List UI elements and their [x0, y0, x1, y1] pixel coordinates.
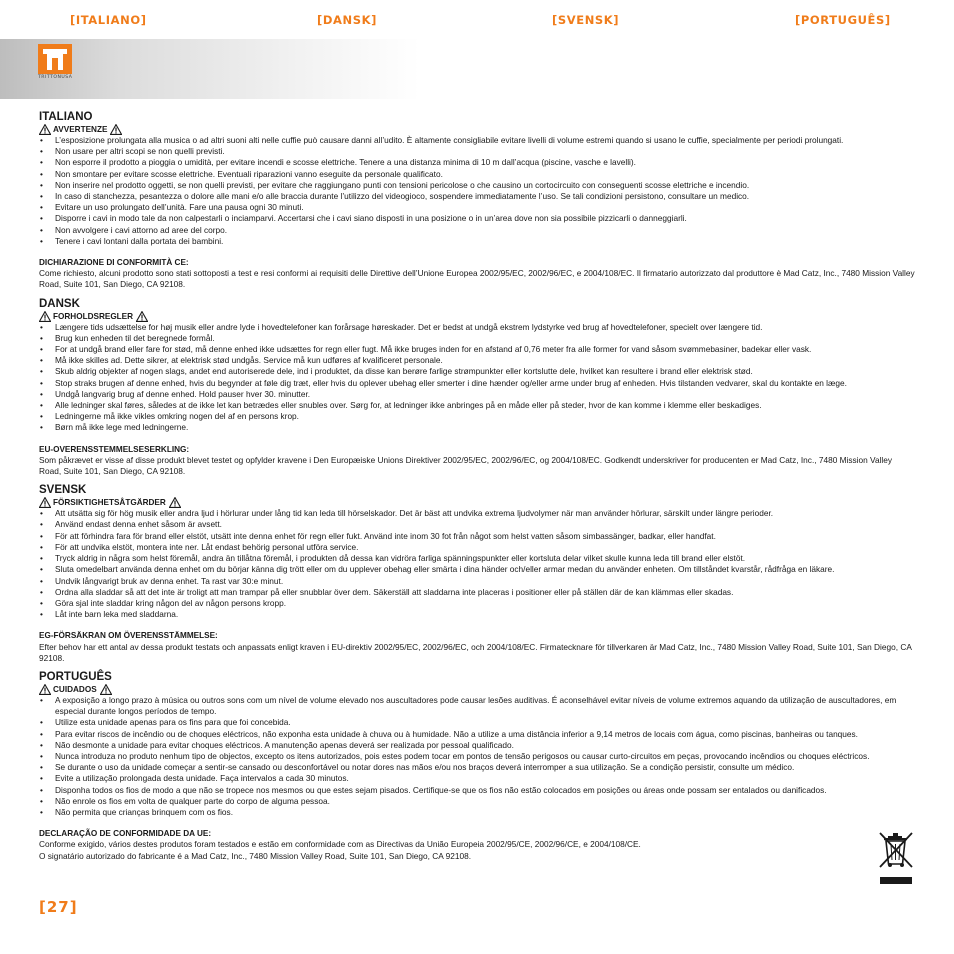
- warning-list: [39, 322, 915, 434]
- list-item: • Non avvolgere i cavi attorno ad aree del corpo.: [39, 225, 915, 236]
- list-item: • Se durante o uso da unidade começar a sentir-se cansado ou desconfortável ou notar dores nas mãos e/ou nos braços deverá interromper a sua utilização. Se a condição persistir, consulte um médico.: [39, 762, 915, 773]
- list-item: • Disponha todos os fios de modo a que não se tropece nos mesmos ou que estes sejam pisados. Certifique-se que os fios não estão colocados em posições ou áreas onde possam ser entalados ou danificados.: [39, 785, 915, 796]
- declaration-title: EU-OVERENSSTEMMELSESERKLING:: [39, 444, 190, 454]
- warning-list: [39, 695, 915, 818]
- warning-heading: [39, 311, 915, 322]
- list-item: • Undgå langvarig brug af denne enhed. Hold pauser hver 30. minutter.: [39, 389, 915, 400]
- warning-triangle-icon: [39, 497, 51, 508]
- warning-triangle-icon: [39, 684, 51, 695]
- warning-heading: [39, 497, 915, 508]
- list-item: • Stop straks brugen af denne enhed, hvis du begynder at føle dig træt, eller hvis du oplever ubehag eller smerter i dine hænder og/eller arme under brug af enheden. Hvis tilstanden vedvarer, skal du kontakte en læge.: [39, 378, 915, 389]
- list-item: • Tryck aldrig in några som helst föremål, andra än tillåtna föremål, i produkten då dessa kan vidröra farliga spänningspunkter eller kortsluta delar vilket skulle kunna leda till brand eller elstöt.: [39, 553, 915, 564]
- list-item: • Børn må ikke lege med ledningerne.: [39, 422, 915, 433]
- list-item: • L’esposizione prolungata alla musica o ad altri suoni alti nelle cuffie può causare danni all’udito. È altamente consigliabile evitare livelli di volume estremi quando si usano le cuffie, specialmente per periodi prolungati.: [39, 135, 915, 146]
- section-dansk: [39, 298, 915, 478]
- section-title: ITALIANO: [39, 111, 93, 123]
- list-item: • Evite a utilização prolongada desta unidade. Faça intervalos a cada 30 minutos.: [39, 773, 915, 784]
- list-item: • Para evitar riscos de incêndio ou de choques eléctricos, não exponha esta unidade à chuva ou à humidade. Não a utilize a uma distância inferior a 9,14 metros de locais com água, como piscinas, banheiras ou tanques.: [39, 729, 915, 740]
- section-svensk: [39, 484, 915, 664]
- declaration-text: Conforme exigido, vários destes produtos foram testados e estão em conformidade com as Directivas da União Europeia 2002/95/CE, 2002/96/CE, e 2004/108/CE. O signatário autorizado do fabricante é a Mad Catz, Inc., 7480 Mission Valley Road, Suite 101, San Diego, CA 92108.: [39, 839, 641, 861]
- list-item: • Sluta omedelbart använda denna enhet om du börjar känna dig trött eller om du upplever obehag eller smärta i dina händer och/eller armar medan du använder enheten. Om tillståndet kvarstår, rådfråga en läkare.: [39, 564, 915, 575]
- list-item: • Att utsätta sig för hög musik eller andra ljud i hörlurar under lång tid kan leda till hörselskador. Det är bäst att undvika extrema ljudvolymer när man använder hörlurar, särskilt under längre perioder.: [39, 508, 915, 519]
- list-item: • Não permita que crianças brinquem com os fios.: [39, 807, 915, 818]
- list-item: • Non inserire nel prodotto oggetti, se non quelli previsti, per evitare che raggiungano punti con tensioni pericolose o che causino un cortocircuito con conseguenti scosse elettriche e incendio.: [39, 180, 915, 191]
- list-item: • Non smontare per evitare scosse elettriche. Eventuali riparazioni vanno eseguite da personale qualificato.: [39, 169, 915, 180]
- list-item: • Alle ledninger skal føres, således at de ikke let kan betrædes eller snubles over. Sørg for, at ledninger ikke anbringes på en måde eller på steder, hvor de kan komme i klemme eller beskadiges.: [39, 400, 915, 411]
- list-item: • Não enrole os fios em volta de qualquer parte do corpo de alguma pessoa.: [39, 796, 915, 807]
- warning-heading: [39, 684, 915, 695]
- list-item: • A exposição a longo prazo à música ou outros sons com um nível de volume elevado nos auscultadores pode causar lesões auditivas. É aconselhável evitar níveis de volume extremos aquando da utilização de auscultadores, em especial durante longos períodos de tempo.: [39, 695, 915, 717]
- section-italiano: [39, 111, 915, 291]
- list-item: • Låt inte barn leka med sladdarna.: [39, 609, 915, 620]
- list-item: • Disporre i cavi in modo tale da non calpestarli o inciamparvi. Accertarsi che i cavi siano disposti in una posizione o in un’area dove non sia possibile pizzicarli o danneggiarli.: [39, 213, 915, 224]
- declaration-text: Efter behov har ett antal av dessa produkt testats och anpassats enligt kraven i EU-direktiv 2002/95/EC, 2002/96/EC, och 2004/108/EC. Firmatecknare för tillverkaren är Mad Catz, Inc., 7480 Mission Valley Road, Suite 101, San Diego, CA 92108.: [39, 641, 912, 663]
- list-item: • Må ikke skilles ad. Dette sikrer, at elektrisk stød undgås. Service må kun udføres af kvalificeret personale.: [39, 355, 915, 366]
- section-portugues: [39, 671, 915, 862]
- list-item: • Evitare un uso prolungato dell’unità. Fare una pausa ogni 30 minuti.: [39, 202, 915, 213]
- section-title: DANSK: [39, 297, 80, 310]
- warning-triangle-icon: [100, 684, 112, 695]
- header-band: [0, 39, 954, 99]
- nav-italiano[interactable]: [ITALIANO]: [70, 13, 147, 27]
- warning-triangle-icon: [110, 124, 122, 135]
- list-item: • Tenere i cavi lontani dalla portata dei bambini.: [39, 236, 915, 247]
- warning-triangle-icon: [39, 311, 51, 322]
- crossed-out-bin-icon: [877, 830, 915, 886]
- declaration-text: Som påkrævet er visse af disse produkt blevet testet og opfylder kravene i Den Europæiske Unions Direktiver 2002/95/EC, 2002/96/EC, og 2004/108/EC. Godkendt underskriver for producenten er Mad Catz, Inc., 7480 Mission Valley Road, Suite 101, San Diego, CA 92108.: [39, 454, 893, 477]
- warning-list: [39, 135, 915, 247]
- warning-triangle-icon: [39, 124, 51, 135]
- list-item: • Non esporre il prodotto a pioggia o umidità, per evitare incendi e scosse elettriche. Tenere a una distanza minima di 10 m dall’acqua (piscine, vasche e lavelli).: [39, 157, 915, 168]
- list-item: • In caso di stanchezza, pesantezza o dolore alle mani e/o alle braccia durante l’utilizzo del videogioco, sospendere immediatamente l’uso. Se tali condizioni persistono, consultare un medico.: [39, 191, 915, 202]
- language-nav: [0, 13, 954, 29]
- list-item: • Ledningerne må ikke vikles omkring nogen del af en persons krop.: [39, 411, 915, 422]
- nav-portugues[interactable]: [PORTUGUÊS]: [795, 13, 891, 27]
- list-item: • Brug kun enheden til det beregnede formål.: [39, 333, 915, 344]
- list-item: • Non usare per altri scopi se non quelli previsti.: [39, 146, 915, 157]
- warning-triangle-icon: [169, 497, 181, 508]
- declaration-title: EG-FÖRSÄKRAN OM ÖVERENSSTÄMMELSE:: [39, 631, 218, 641]
- list-item: • Använd endast denna enhet såsom är avsett.: [39, 519, 915, 530]
- declaration-title: DECLARAÇÃO DE CONFORMIDADE DA UE:: [39, 829, 212, 839]
- list-item: • För att förhindra fara för brand eller elstöt, utsätt inte denna enhet för regn eller fukt. Använd inte inom 30 fot från något som helst vatten såsom simbassänger, badkar, eller handfat.: [39, 531, 915, 542]
- list-item: • Skub aldrig objekter af nogen slags, andet end autoriserede dele, ind i produktet, da disse kan berøre farlige strømpunkter eller kortslutte dele, hvilket kan resultere i brand eller elektrisk stød.: [39, 366, 915, 377]
- list-item: • For at undgå brand eller fare for stød, må denne enhed ikke udsættes for regn eller fugt. Må ikke bruges inden for en afstand af 0,76 meter fra alle former for vand såsom svømmebasiner, badekar eller vask.: [39, 344, 915, 355]
- section-title: SVENSK: [39, 484, 87, 497]
- list-item: • Utilize esta unidade apenas para os fins para que foi concebida.: [39, 717, 915, 728]
- list-item: • För att undvika elstöt, montera inte ner. Låt endast behörig personal utföra service.: [39, 542, 915, 553]
- page-number: [27]: [39, 898, 78, 916]
- logo-wordmark: TRITTONUSA: [38, 75, 73, 80]
- warning-label: FORHOLDSREGLER: [53, 311, 134, 321]
- section-title: PORTUGUÊS: [39, 670, 112, 683]
- warning-heading: [39, 124, 915, 135]
- list-item: • Não desmonte a unidade para evitar choques eléctricos. A manutenção apenas deverá ser realizada por pessoal qualificado.: [39, 740, 915, 751]
- list-item: • Undvik långvarigt bruk av denna enhet. Ta rast var 30:e minut.: [39, 576, 915, 587]
- warning-label: AVVERTENZE: [53, 125, 108, 134]
- nav-dansk[interactable]: [DANSK]: [317, 13, 377, 27]
- declaration-title: DICHIARAZIONE DI CONFORMITÀ CE:: [39, 258, 189, 268]
- content-body: [39, 111, 915, 869]
- list-item: • Længere tids udsættelse for høj musik eller andre lyde i hovedtelefoner kan forårsage høreskader. Det er bedst at undgå ekstrem lydstyrke ved brug af hovedtelefoner, specielt over længere tid.: [39, 322, 915, 333]
- warning-triangle-icon: [136, 311, 148, 322]
- warning-label: FÖRSIKTIGHETSÅTGÄRDER: [53, 498, 166, 508]
- declaration-text: Come richiesto, alcuni prodotto sono stati sottoposti a test e resi conformi ai requisiti delle Direttive dell’Unione Europea 2002/95/EC, 2002/96/EC, e 2004/108/EC. Il firmatario autorizzato dal produttore è Mad Catz, Inc., 7480 Mission Valley Road, Suite 101, San Diego, CA 92108.: [39, 268, 915, 290]
- warning-list: [39, 508, 915, 620]
- list-item: • Nunca introduza no produto nenhum tipo de objectos, excepto os itens autorizados, pois estes podem tocar em pontos de tensão perigosos ou causar curto-circuitos em peças, provocando incêndios ou choques eléctricos.: [39, 751, 915, 762]
- warning-label: CUIDADOS: [53, 684, 97, 694]
- list-item: • Göra sjal inte sladdar kring någon del av någon persons kropp.: [39, 598, 915, 609]
- nav-svensk[interactable]: [SVENSK]: [552, 13, 620, 27]
- list-item: • Ordna alla sladdar så att det inte är troligt att man trampar på eller snubblar över dem. Säkerställ att sladdarna inte placeras i positioner eller på ställen där de kan klämmas eller skadas.: [39, 587, 915, 598]
